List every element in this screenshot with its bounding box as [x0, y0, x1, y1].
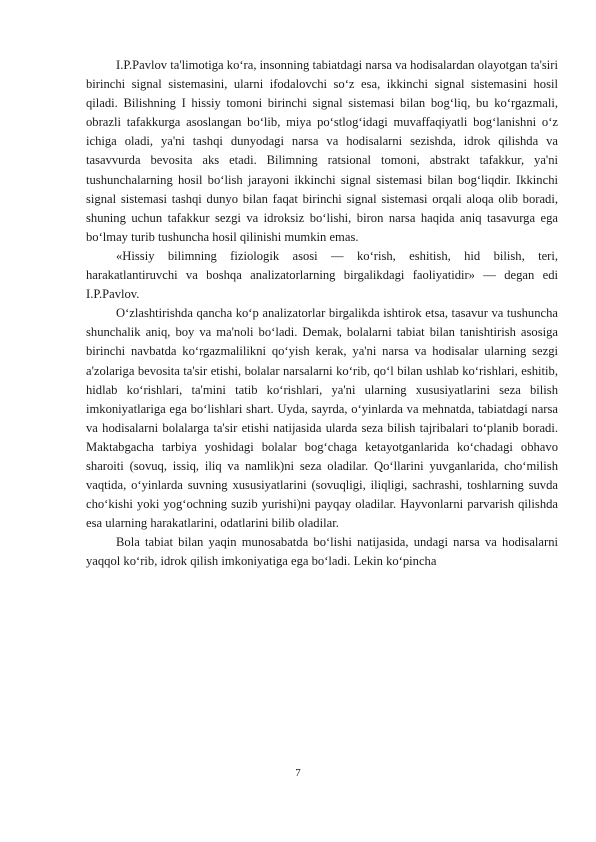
page-number: 7 — [295, 767, 301, 779]
page-body — [86, 56, 558, 572]
paragraph-pavlov-signal-systems: I.P.Pavlov ta'limotiga koʻra, insonning tabiatdagi narsa va hodisalardan olayotgan ta'siri birinchi signal sistemasini, ularni ifodalovchi soʻz esa, ikkinchi signal sistemasini hosil qiladi. Bilishning I hissiy tomoni birinchi signal sistemasi bilan bogʻliq, bu koʻrgazmali, obrazli tafakkurga asoslangan boʻlib, miya poʻstlogʻidagi muvaffaqiyatli bogʻlanishni oʻz ichiga oladi, ya'ni tashqi dunyodagi narsa va hodisalarni sezishda, idrok qilishda va tasavvurda bevosita aks etadi. Bilimning ratsional tomoni, abstrakt tafakkur, ya'ni tushunchalarning hosil boʻlish jarayoni ikkinchi signal sistemasi bilan bogʻliqdir. Ikkinchi signal sistemasi tashqi dunyo bilan faqat birinchi signal sistemasi orqali aloqa olib boradi, shuning uchun tafakkur sezgi va idroksiz boʻlishi, biron narsa haqida aniq tasavurga ega boʻlmay turib tushuncha hosil qilinishi mumkin emas. — [86, 58, 558, 244]
paragraph-pavlov-quote: «Hissiy bilimning fiziologik asosi — koʻrish, eshitish, hid bilish, teri, harakatlantiruvchi va boshqa analizatorlarning birgalikdagi faoliyatidir» — degan edi I.P.Pavlov. — [86, 248, 558, 302]
paragraph-child-nature: Bola tabiat bilan yaqin munosabatda boʻlishi natijasida, undagi narsa va hodisalarni yaqqol koʻrib, idrok qilish imkoniyatiga ega boʻladi. Lekin koʻpincha — [86, 535, 558, 569]
paragraph-analyzers: Oʻzlashtirishda qancha koʻp analizatorlar birgalikda ishtirok etsa, tasavur va tushuncha shunchalik aniq, boy va ma'noli boʻladi. Demak, bolalarni tabiat bilan tanishtirish asosiga birinchi navbatda koʻrgazmalilikni qoʻyish kerak, ya'ni narsa va hodisalar ularning sezgi a'zolariga bevosita ta'sir etishi, bolalar narsalarni koʻrib, qoʻl bilan ushlab koʻrishlari, eshitib, hidlab koʻrishlari, ta'mini tatib koʻrishlari, ya'ni ularning xususiyatlarini seza bilish imkoniyatlariga ega boʻlishlari shart. Uyda, sayrda, oʻyinlarda va mehnatda, tabiatdagi narsa va hodisalarni bolalarga ta'sir etishi natijasida ularda seza bilish tajribalari toʻplanib boradi. Maktabgacha tarbiya yoshidagi bolalar bogʻchaga ketayotganlarida koʻchadagi obhavo sharoiti (sovuq, issiq, iliq va namlik)ni seza oladilar. Qoʻllarini yuvganlarida, choʻmilish vaqtida, oʻyinlarda suvning xususiyatlarini (sovuqligi, iliqligi, sachrashi, toshlarning suvda choʻkishi yoki yogʻochning suzib yurishi)ni payqay oladilar. Hayvonlarni parvarish qilishda esa ularning harakatlarini, odatlarini bilib oladilar. — [86, 306, 558, 531]
